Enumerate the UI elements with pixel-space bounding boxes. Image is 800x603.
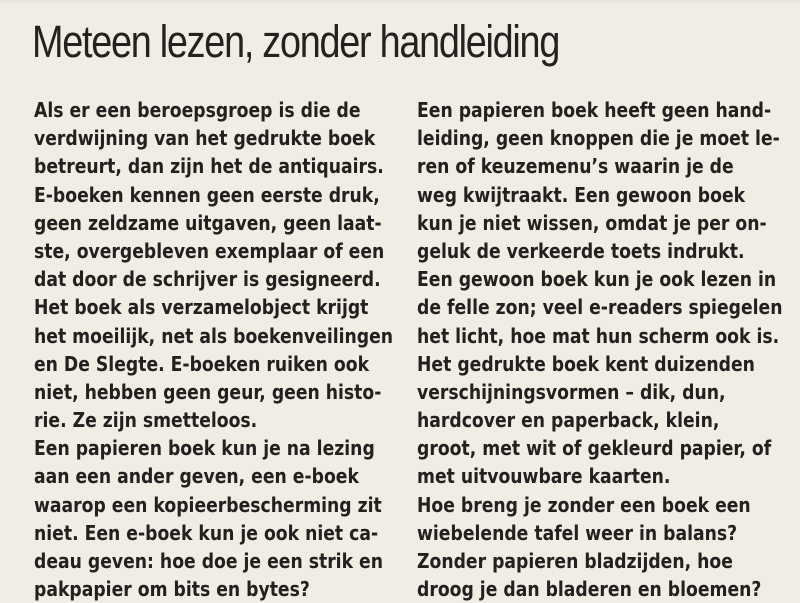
right-column xyxy=(417,96,783,603)
text-line: verdwijning van het gedrukte boek xyxy=(34,126,376,151)
text-line: en De Slegte. E-boeken ruiken ook xyxy=(34,351,370,376)
text-line: Als er een beroepsgroep is die de xyxy=(34,98,361,122)
text-line: ren of keuzemenu’s waarin je de xyxy=(417,154,734,179)
text-line: groot, met wit of gekleurd papier, of xyxy=(417,436,772,461)
text-line: met uitvouwbare kaarten. xyxy=(417,464,671,489)
text-line: leiding, geen knoppen die je moet le- xyxy=(417,126,780,151)
text-line: Zonder papieren bladzijden, hoe xyxy=(417,549,733,573)
text-line: Een gewoon boek kun je ook lezen in xyxy=(417,267,777,292)
text-line: rie. Ze zijn smetteloos. xyxy=(34,408,258,433)
text-line: geluk de verkeerde toets indrukt. xyxy=(417,238,745,263)
text-line: de felle zon; veel e-readers spiegelen xyxy=(417,295,783,320)
text-line: het licht, hoe mat hun scherm ook is. xyxy=(417,323,780,348)
text-line: deau geven: hoe doe je een strik en xyxy=(34,549,383,573)
text-line: Het boek als verzamelobject krijgt xyxy=(34,295,369,320)
text-line: Een papieren boek heeft geen hand- xyxy=(417,98,772,122)
text-line: niet. Een e-boek kun je ook niet ca- xyxy=(34,520,379,545)
text-line: niet, hebben geen geur, geen histo- xyxy=(34,379,382,404)
text-line: Een papieren boek kun je na lezing xyxy=(34,436,375,461)
text-line: Het gedrukte boek kent duizenden xyxy=(417,351,755,376)
text-line: betreurt, dan zijn het de antiquairs. xyxy=(34,154,384,179)
text-line: ste, overgebleven exemplaar of een xyxy=(34,238,385,263)
text-line: geen zeldzame uitgaven, geen laat- xyxy=(34,210,382,235)
text-line: het moeilijk, net als boekenveilingen xyxy=(34,323,394,348)
text-line: kun je niet wissen, omdat je per on- xyxy=(417,210,767,235)
text-line: E-boeken kennen geen eerste druk, xyxy=(34,182,380,207)
text-line: waarop een kopieerbescherming zit xyxy=(34,492,382,517)
text-line: hardcover en paperback, klein, xyxy=(417,408,720,433)
text-line: aan een ander geven, een e-boek xyxy=(34,464,359,489)
text-line: dat door de schrijver is gesigneerd. xyxy=(34,267,381,292)
text-line: Hoe breng je zonder een boek een xyxy=(417,492,751,517)
text-line: pakpapier om bits en bytes? xyxy=(34,577,310,602)
article-title: Meteen lezen, zonder handleiding xyxy=(32,16,560,67)
text-line: weg kwijtraakt. Een gewoon boek xyxy=(417,182,746,207)
text-line: wiebelende tafel weer in balans? xyxy=(417,520,738,545)
left-column xyxy=(34,96,394,603)
text-line: verschijningsvormen – dik, dun, xyxy=(417,379,726,404)
text-line: droog je dan bladeren en bloemen? xyxy=(417,577,762,602)
